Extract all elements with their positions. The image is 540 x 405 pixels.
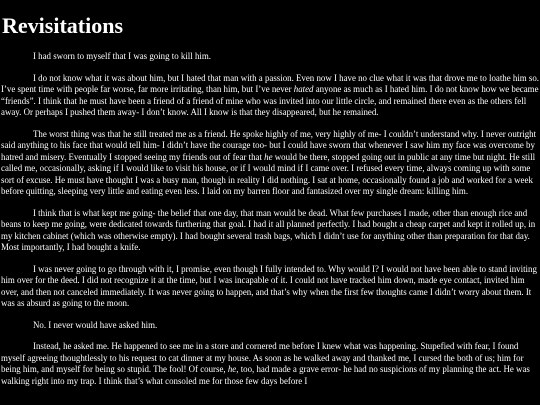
paragraph-3: The worst thing was that he still treated me as a friend. He spoke highly of me, very highly of me- I couldn’t understand why. I never outright said anything to his face that would tell him- I didn’t have the courage too- but I could have sworn that whenever I saw him my face was overcome by hatred and misery. Eventually I stopped seeing my friends out of fear that he would be there, stopped going out in public at any time but night. He still called me, occasionally, asking if I would like to visit his house, or if I would mind if I came over. I refused every time, always coming up with some sort of excuse. He must have thought I was a busy man, though in reality I did nothing. I sat at home, occasionally found a job and worked for a week before quitting, sleeping very little and eating even less. I laid on my barren floor and fantasized over my single dream: killing him. [1,128,537,196]
italic-emphasis: he [264,151,273,162]
paragraph-4: I think that is what kept me going- the belief that one day, that man would be dead. What few purchases I made, other than enough rice and beans to keep me going, were dedicated towards furthering that goal. I had it all planned perfectly. I had bought a cheap carpet and kept it rolled up, in my kitchen cabinet (which was otherwise empty). I had bought several trash bags, which I didn’t use for anything other than preparation for that day. Most importantly, I had bought a knife. [1,207,536,252]
paragraph-2: I do not know what it was about him, but I hated that man with a passion. Even now I have no clue what it was that drove me to loathe him so. I’ve spent time with people far worse, far more irritating, than him, but I’ve never hated anyone as much as I hated him. I do not know how we became “friends”. I think that he must have been a friend of a friend of mine who was invited into our little circle, and remained there even as the others fell away. Or perhaps I pushed them away- I don’t know. All I know is that they disappeared, but he remained. [1,72,540,117]
paragraph-6: No. I never would have asked him. [33,319,158,330]
document-title: Revisitations [2,13,123,38]
italic-emphasis: he [227,364,237,374]
document-body [0,51,540,397]
paragraph-1: I had sworn to myself that I was going to kill him. [33,51,211,61]
paragraph-5: I was never going to go through with it, I promise, even though I fully intended to. Why would I? I would not have been able to stand inviting him over for the deed. I did not recognize it at the time, but I was incapable of it. I could not have tracked him down, made eye contact, invited him over, and then not canceled immediately. It was never going to happen, and that’s why when the first few thoughts came I didn’t worry about them. It was as absurd as going to the moon. [1,263,537,308]
italic-emphasis: hated [293,84,314,94]
paragraph-7: Instead, he asked me. He happened to see me in a store and cornered me before I knew what was happening. Stupefied with fear, I found myself agreeing thoughtlessly to his request to cat dinner at my house. As soon as he walked away and thanked me, I cursed the both of us; him for being him, and myself for being so stupid. The fool! Of course, he, too, had made a grave error- he had no suspicions of my planning the act. He was walking right into my trap. I think that’s what consoled me for those few days before I [1,341,530,386]
